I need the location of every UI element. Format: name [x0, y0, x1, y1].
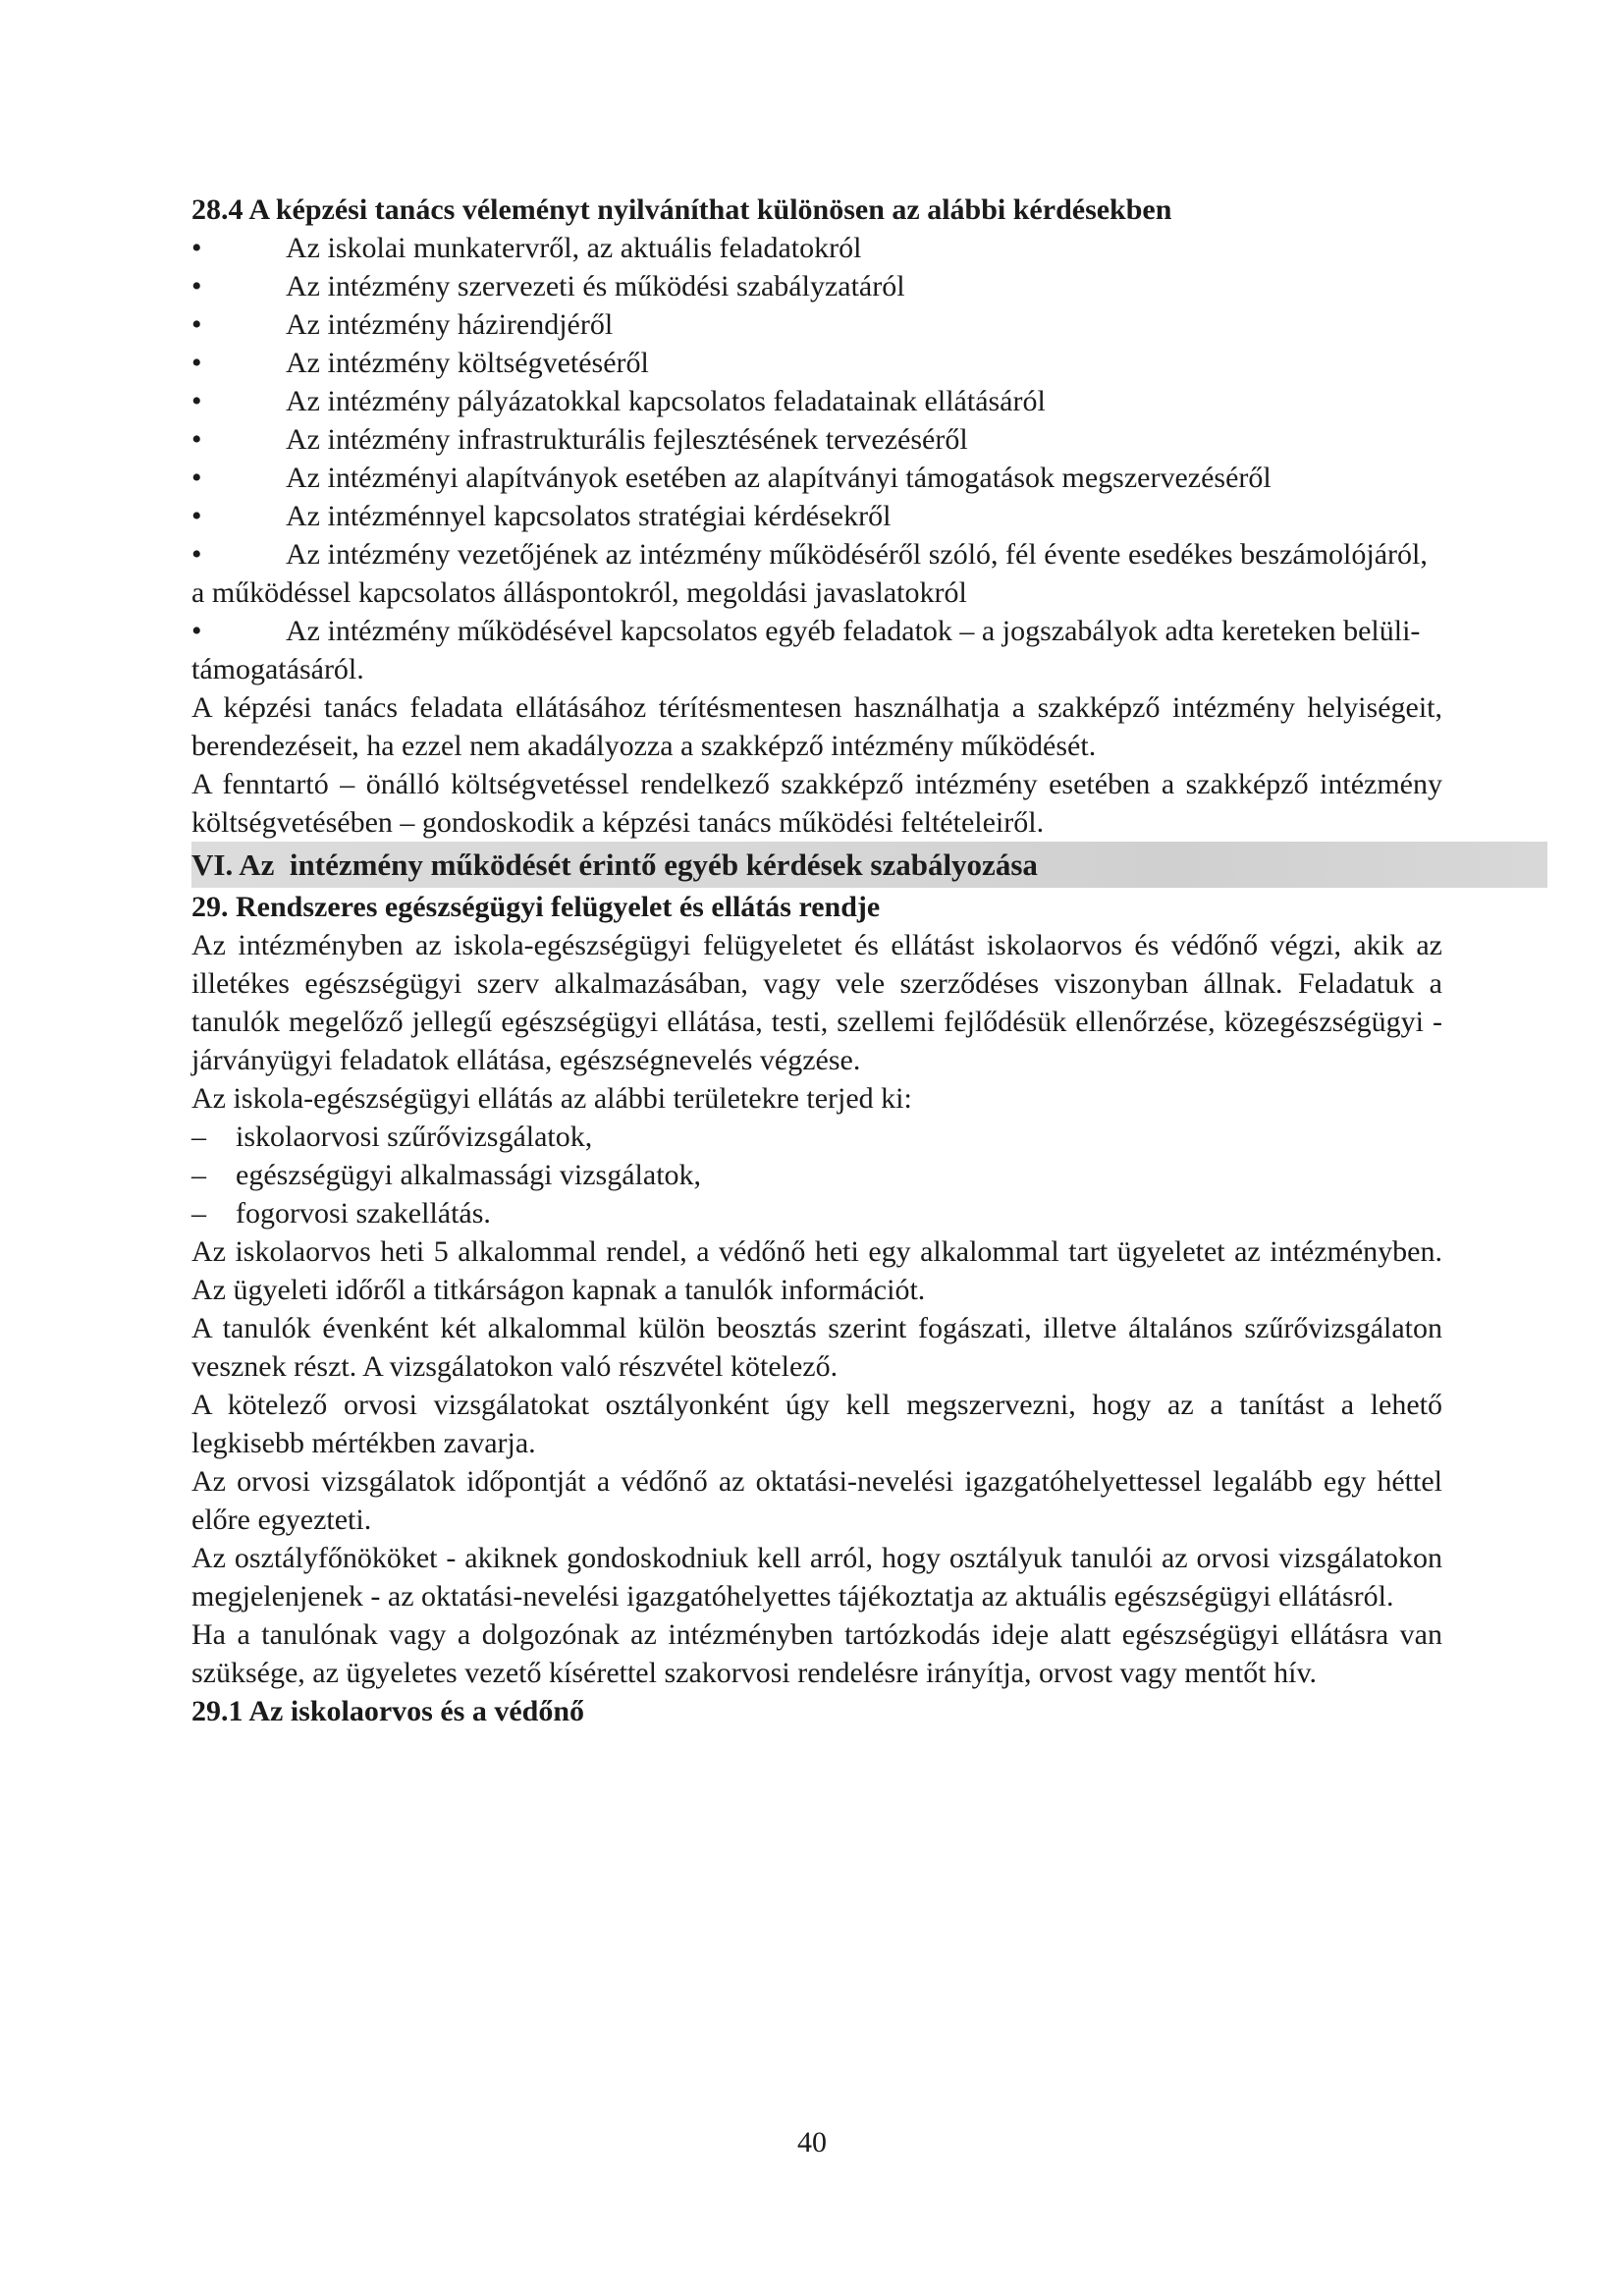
bullet-item: [191, 382, 1442, 420]
paragraph-kepzesi-tanacs: A képzési tanács feladata ellátásához térítésmentesen használhatja a szakképző intézmény helyiségeit, berendezéseit, ha ezzel nem akadályozza a szakképző intézmény működését.: [191, 691, 1442, 762]
bullet-item: [191, 305, 1442, 344]
paragraph-surgos-ellatas: Ha a tanulónak vagy a dolgozónak az intézményben tartózkodás ideje alatt egészségügyi ellátásra van szüksége, az ügyeletes vezető kísérettel szakorvosi rendelésre irányítja, orvost vagy mentőt hív.: [191, 1618, 1442, 1689]
coverage-block: [191, 1079, 1442, 1232]
paragraph-idopont-egyeztetes: Az orvosi vizsgálatok időpontját a védőnő az oktatási-nevelési igazgatóhelyettessel legalább egy héttel előre egyezteti.: [191, 1465, 1442, 1536]
bullet-item: [191, 459, 1442, 497]
bullet-marker-icon: •: [191, 538, 202, 571]
dash-item: [191, 1156, 1442, 1194]
bullet-marker-icon: •: [191, 270, 202, 302]
bullet-item: [191, 229, 1442, 267]
bullet-text: Az intézménnyel kapcsolatos stratégiai kérdésekről: [286, 500, 892, 532]
paragraph-osztalyfonokok: Az osztályfőnököket - akiknek gondoskodniuk kell arról, hogy osztályuk tanulói az orvosi vizsgálatokon megjelenjenek - az oktatási-nevelési igazgatóhelyettes tájékoztatja az aktuális egészségügyi ellátásról.: [191, 1542, 1442, 1613]
bullet-item: [191, 344, 1442, 382]
bullet-marker-icon: •: [191, 500, 202, 532]
bullet-text: Az intézmény működésével kapcsolatos egyéb feladatok – a jogszabályok adta kereteken belüli- támogatásáról.: [191, 615, 1421, 685]
coverage-intro: Az iskola-egészségügyi ellátás az alábbi területekre terjed ki:: [191, 1082, 912, 1115]
dash-text: iskolaorvosi szűrővizsgálatok,: [236, 1121, 593, 1153]
dash-marker-icon: –: [191, 1121, 206, 1153]
bullet-marker-icon: •: [191, 385, 202, 417]
bullet-text: Az intézmény házirendjéről: [286, 308, 614, 341]
bullet-text: Az intézmény infrastrukturális fejlesztésének tervezéséről: [286, 423, 968, 456]
dash-marker-icon: –: [191, 1197, 206, 1230]
dash-item: [191, 1194, 1442, 1232]
bullet-text: Az intézmény költségvetéséről: [286, 347, 649, 379]
bullet-text: Az intézmény pályázatokkal kapcsolatos feladatainak ellátásáról: [286, 385, 1046, 417]
bullet-item: [191, 420, 1442, 459]
paragraph-fenntarto: A fenntartó – önálló költségvetéssel rendelkező szakképző intézmény esetében a szakképző intézmény költségvetésében – gondoskodik a képzési tanács működési feltételeiről.: [191, 768, 1442, 839]
heading-29: 29. Rendszeres egészségügyi felügyelet és ellátás rendje: [191, 891, 881, 923]
bullet-item: [191, 612, 1442, 688]
heading-section-vi: VI. Az intézmény működését érintő egyéb kérdések szabályozása: [191, 847, 1038, 882]
page-number: 40: [797, 2126, 827, 2159]
paragraph-szurovizsgalat: A tanulók évenként két alkalommal külön beosztás szerint fogászati, illetve általános szűrővizsgálaton vesznek részt. A vizsgálatokon való részvétel kötelező.: [191, 1312, 1442, 1383]
paragraph-group-vizsgalatok: [191, 1386, 1442, 1615]
dash-marker-icon: –: [191, 1159, 206, 1191]
bullet-text: Az intézmény szervezeti és működési szabályzatáról: [286, 270, 905, 302]
heading-28-4: 28.4 A képzési tanács véleményt nyilváníthat különösen az alábbi kérdésekben: [191, 193, 1172, 226]
paragraph-rendelesi-ido: Az iskolaorvos heti 5 alkalommal rendel, a védőnő heti egy alkalommal tart ügyeletet az intézményben. Az ügyeleti időről a titkárságon kapnak a tanulók információt.: [191, 1235, 1442, 1306]
dash-item: [191, 1118, 1442, 1156]
bullet-list-28-4: [191, 229, 1442, 688]
section-vi-band: [191, 842, 1547, 888]
paragraph-kotelezo-vizsgalat: A kötelező orvosi vizsgálatokat osztályonként úgy kell megszervezni, hogy az a tanítást a lehető legkisebb mértékben zavarja.: [191, 1389, 1442, 1459]
dash-text: egészségügyi alkalmassági vizsgálatok,: [236, 1159, 702, 1191]
bullet-text: Az iskolai munkatervről, az aktuális feladatokról: [286, 232, 862, 264]
bullet-text: Az intézményi alapítványok esetében az alapítványi támogatások megszervezéséről: [286, 462, 1272, 494]
bullet-marker-icon: •: [191, 347, 202, 379]
paragraph-iskolaorvos-vedono: Az intézményben az iskola-egészségügyi felügyeletet és ellátást iskolaorvos és védőnő végzi, akik az illetékes egészségügyi szerv alkalmazásában, vagy vele szerződéses viszonyban állnak. Feladatuk a tanulók megelőző jellegű egészségügyi ellátása, testi, szellemi fejlődésük ellenőrzése, közegészségügyi -járványügyi feladatok ellátása, egészségnevelés végzése.: [191, 929, 1442, 1076]
bullet-item: [191, 497, 1442, 535]
bullet-marker-icon: •: [191, 615, 202, 647]
bullet-text: Az intézmény vezetőjének az intézmény működéséről szóló, fél évente esedékes beszámolójáról, a működéssel kapcsolatos álláspontokról, megoldási javaslatokról: [191, 538, 1428, 609]
page-content: [191, 191, 1442, 1730]
bullet-marker-icon: •: [191, 308, 202, 341]
heading-29-1: 29.1 Az iskolaorvos és a védőnő: [191, 1695, 585, 1727]
bullet-marker-icon: •: [191, 232, 202, 264]
bullet-marker-icon: •: [191, 462, 202, 494]
dash-text: fogorvosi szakellátás.: [236, 1197, 491, 1230]
bullet-item: [191, 535, 1442, 612]
bullet-marker-icon: •: [191, 423, 202, 456]
bullet-item: [191, 267, 1442, 305]
